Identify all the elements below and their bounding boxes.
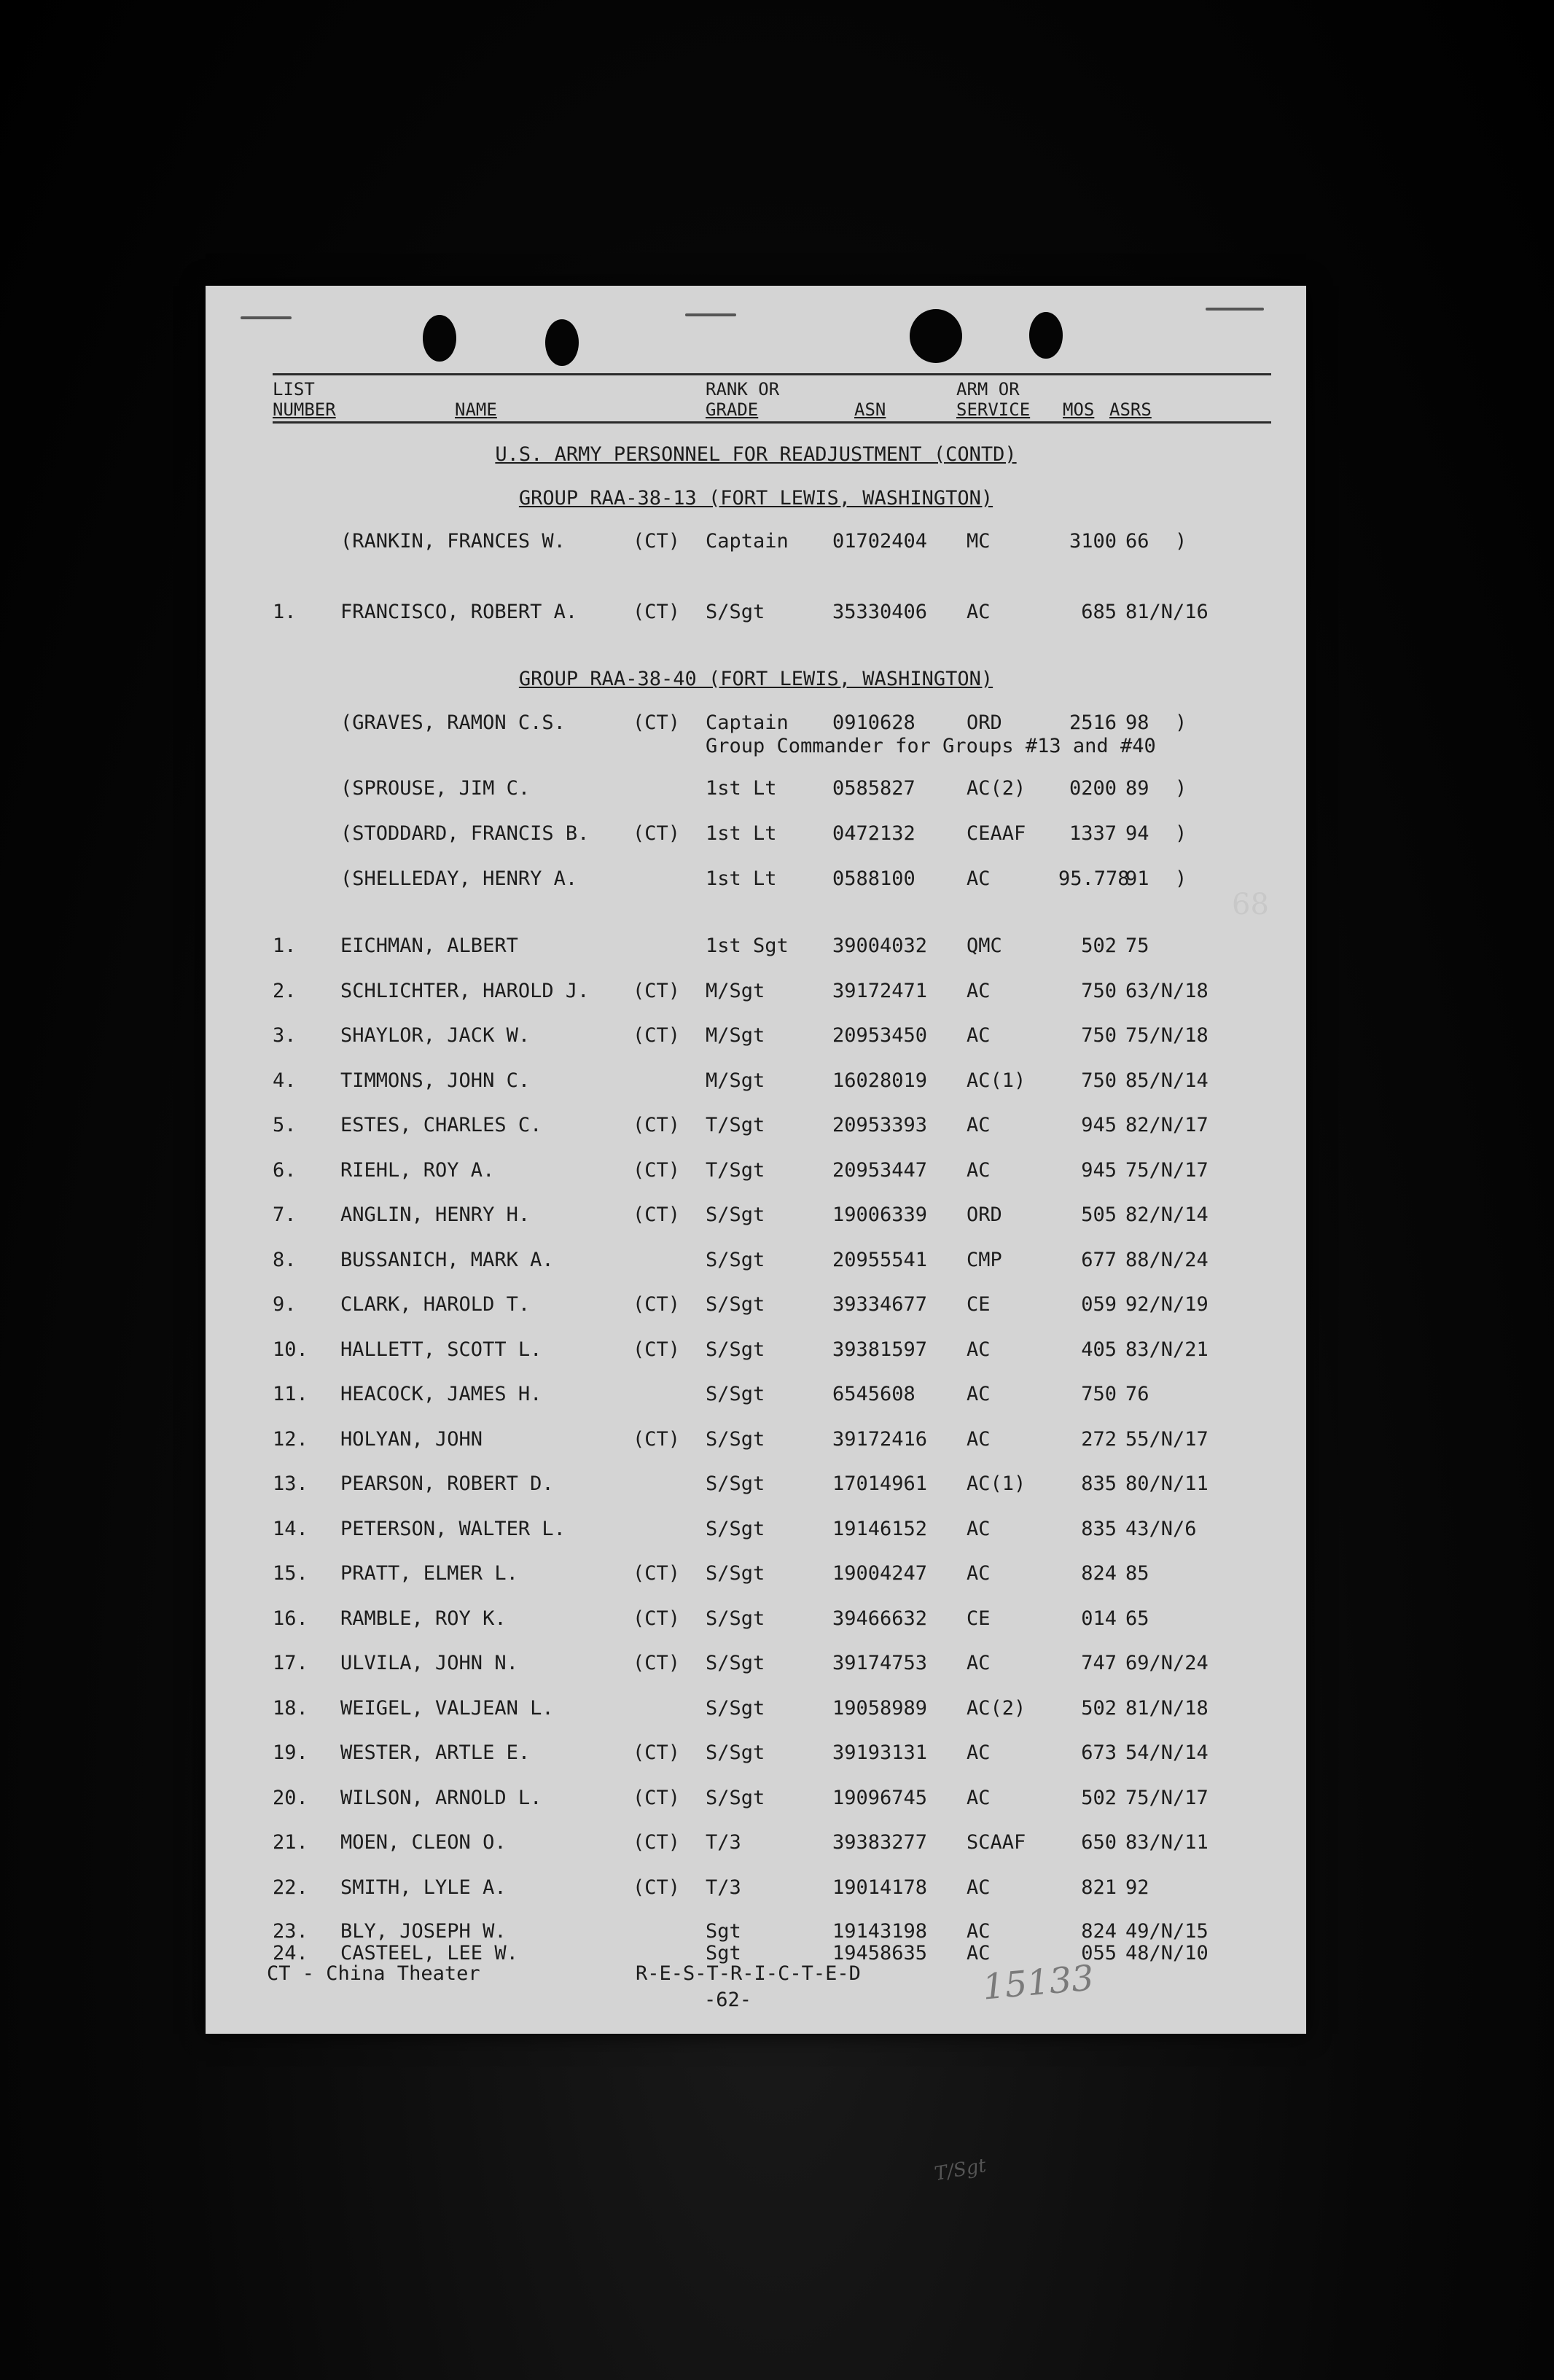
theater-cell: (CT): [633, 1024, 681, 1047]
name-cell: SCHLICHTER, HAROLD J.: [340, 979, 590, 1002]
mos-cell: 835: [1081, 1517, 1117, 1540]
rank-cell: S/Sgt: [706, 1517, 765, 1540]
table-row: [206, 980, 1306, 1006]
number-cell: 15.: [273, 1562, 308, 1585]
theater-cell: (CT): [633, 1562, 681, 1585]
mos-cell: 835: [1081, 1472, 1117, 1495]
mos-cell: 2516: [1069, 711, 1117, 734]
mos-cell: 824: [1081, 1919, 1117, 1943]
asrs-cell: 94: [1125, 822, 1149, 845]
header-mos: MOS: [1063, 399, 1095, 420]
name-cell: CASTEEL, LEE W.: [340, 1941, 518, 1965]
asn-cell: 20953447: [832, 1158, 928, 1182]
rank-cell: 1st Sgt: [706, 935, 789, 957]
officer-row: [206, 777, 1306, 803]
name-cell: SMITH, LYLE A.: [340, 1876, 507, 1899]
rank-cell: Sgt: [706, 1919, 741, 1943]
number-cell: 7.: [273, 1203, 297, 1226]
header-arm: ARM OR: [956, 379, 1020, 399]
bracket: ): [1175, 867, 1187, 890]
table-row: [206, 1203, 1306, 1230]
table-row: [206, 1787, 1306, 1813]
asrs-cell: 82/N/14: [1125, 1203, 1209, 1226]
bracket: ): [1175, 711, 1187, 734]
theater-cell: (CT): [633, 1203, 681, 1226]
name-cell: BUSSANICH, MARK A.: [340, 1248, 554, 1271]
table-row: [206, 1652, 1306, 1678]
number-cell: 18.: [273, 1696, 308, 1720]
asn-cell: 17014961: [832, 1472, 928, 1495]
theater-cell: (CT): [633, 1427, 681, 1451]
staple-mark: [685, 313, 736, 316]
asn-cell: 16028019: [832, 1069, 928, 1092]
arm-cell: AC: [967, 867, 991, 890]
name-cell: WESTER, ARTLE E.: [340, 1741, 531, 1764]
table-row: [206, 1024, 1306, 1050]
theater-cell: (CT): [633, 1607, 681, 1630]
mos-cell: 685: [1081, 601, 1117, 623]
arm-cell: AC: [967, 1876, 991, 1899]
name-cell: PEARSON, ROBERT D.: [340, 1472, 554, 1495]
name-cell: HALLETT, SCOTT L.: [340, 1338, 542, 1361]
rank-cell: S/Sgt: [706, 1383, 765, 1405]
name-cell: WILSON, ARNOLD L.: [340, 1786, 542, 1809]
staple-mark: [1206, 308, 1264, 311]
number-cell: 6.: [273, 1158, 297, 1182]
arm-cell: AC(1): [967, 1069, 1026, 1092]
asn-cell: 39004032: [832, 935, 928, 957]
arm-cell: AC: [967, 1383, 991, 1405]
mos-cell: 945: [1081, 1158, 1117, 1182]
theater-cell: (CT): [633, 1338, 681, 1361]
name-cell: (SPROUSE, JIM C.: [340, 777, 531, 800]
asrs-cell: 49/N/15: [1125, 1919, 1209, 1943]
theater-cell: (CT): [633, 1786, 681, 1809]
rank-cell: 1st Lt: [706, 867, 777, 890]
asrs-cell: 92: [1125, 1876, 1149, 1899]
asn-cell: 39381597: [832, 1338, 928, 1361]
table-row: [206, 1876, 1306, 1903]
header-service: SERVICE: [956, 399, 1031, 420]
theater-cell: (CT): [633, 1741, 681, 1764]
officer-row: [206, 822, 1306, 848]
asrs-cell: 85: [1125, 1562, 1149, 1585]
mos-cell: 95.778: [1058, 867, 1130, 890]
rank-cell: S/Sgt: [706, 1607, 765, 1630]
rank-cell: S/Sgt: [706, 1696, 765, 1720]
theater-cell: (CT): [633, 1876, 681, 1899]
theater-cell: (CT): [633, 1831, 681, 1854]
group-heading: GROUP RAA-38-13 (FORT LEWIS, WASHINGTON): [518, 487, 993, 510]
header-bottom-rule: [273, 421, 1271, 424]
rank-cell: M/Sgt: [706, 1069, 765, 1092]
mos-cell: 0200: [1069, 777, 1117, 800]
rank-cell: S/Sgt: [706, 1741, 765, 1764]
mos-cell: 821: [1081, 1876, 1117, 1899]
mos-cell: 677: [1081, 1248, 1117, 1271]
name-cell: ESTES, CHARLES C.: [340, 1114, 542, 1136]
number-cell: 12.: [273, 1427, 308, 1451]
table-row: [206, 1338, 1306, 1365]
number-cell: 5.: [273, 1114, 297, 1136]
asn-cell: 0585827: [832, 777, 915, 800]
asn-cell: 39466632: [832, 1607, 928, 1630]
document-page: [206, 286, 1306, 2185]
asrs-cell: 75/N/17: [1125, 1158, 1209, 1182]
number-cell: 19.: [273, 1741, 308, 1764]
asn-cell: 35330406: [832, 601, 928, 623]
asrs-cell: 85/N/14: [1125, 1069, 1209, 1092]
page-number: -62-: [704, 1989, 752, 2011]
asn-cell: 20953450: [832, 1024, 928, 1047]
punch-hole: [545, 319, 579, 366]
mos-cell: 055: [1081, 1941, 1117, 1965]
name-cell: ANGLIN, HENRY H.: [340, 1203, 531, 1226]
asrs-cell: 76: [1125, 1383, 1149, 1405]
rank-cell: S/Sgt: [706, 1562, 765, 1585]
mos-cell: 747: [1081, 1652, 1117, 1674]
group-heading: GROUP RAA-38-40 (FORT LEWIS, WASHINGTON): [518, 668, 993, 690]
asrs-cell: 83/N/21: [1125, 1338, 1209, 1361]
arm-cell: AC: [967, 1741, 991, 1764]
mos-cell: 502: [1081, 1696, 1117, 1720]
rank-cell: 1st Lt: [706, 822, 777, 845]
name-cell: ULVILA, JOHN N.: [340, 1652, 518, 1674]
name-cell: SHAYLOR, JACK W.: [340, 1024, 531, 1047]
rank-cell: S/Sgt: [706, 1786, 765, 1809]
asrs-cell: 81/N/18: [1125, 1696, 1209, 1720]
arm-cell: QMC: [967, 935, 1002, 957]
number-cell: 23.: [273, 1919, 308, 1943]
asn-cell: 20953393: [832, 1114, 928, 1136]
classification-mark: R-E-S-T-R-I-C-T-E-D: [636, 1962, 861, 1985]
theater-cell: (CT): [633, 1293, 681, 1316]
number-cell: 10.: [273, 1338, 308, 1361]
arm-cell: CEAAF: [967, 822, 1026, 845]
arm-cell: AC: [967, 1562, 991, 1585]
table-row: [206, 1472, 1306, 1499]
asn-cell: 19143198: [832, 1919, 928, 1943]
table-row: [206, 1697, 1306, 1723]
theater-cell: (CT): [633, 822, 681, 845]
asn-cell: 19458635: [832, 1941, 928, 1965]
number-cell: 21.: [273, 1831, 308, 1854]
number-cell: 24.: [273, 1941, 308, 1965]
name-cell: HEACOCK, JAMES H.: [340, 1383, 542, 1405]
number-cell: 1.: [273, 601, 297, 623]
arm-cell: AC: [967, 601, 991, 623]
margin-page-number: 68: [1232, 888, 1269, 921]
header-list-number: LIST: [273, 379, 315, 399]
asn-cell: 19014178: [832, 1876, 928, 1899]
arm-cell: ORD: [967, 1203, 1002, 1226]
asrs-cell: 54/N/14: [1125, 1741, 1209, 1764]
arm-cell: SCAAF: [967, 1831, 1026, 1854]
asrs-cell: 83/N/11: [1125, 1831, 1209, 1854]
number-cell: 16.: [273, 1607, 308, 1630]
header-rank: RANK OR: [706, 379, 780, 399]
mos-cell: 650: [1081, 1831, 1117, 1854]
mos-cell: 1337: [1069, 822, 1117, 845]
name-cell: (SHELLEDAY, HENRY A.: [340, 867, 578, 890]
table-row: [206, 1741, 1306, 1768]
officer-row: [206, 711, 1306, 738]
table-row: [206, 935, 1306, 961]
arm-cell: MC: [967, 530, 991, 553]
table-row: [206, 1293, 1306, 1319]
number-cell: 4.: [273, 1069, 297, 1092]
asn-cell: 0588100: [832, 867, 915, 890]
asrs-cell: 82/N/17: [1125, 1114, 1209, 1136]
mos-cell: 502: [1081, 935, 1117, 957]
asrs-cell: 92/N/19: [1125, 1293, 1209, 1316]
asrs-cell: 80/N/11: [1125, 1472, 1209, 1495]
mos-cell: 750: [1081, 1024, 1117, 1047]
name-cell: (GRAVES, RAMON C.S.: [340, 711, 566, 734]
name-cell: BLY, JOSEPH W.: [340, 1919, 507, 1943]
asn-cell: 19004247: [832, 1562, 928, 1585]
number-cell: 8.: [273, 1248, 297, 1271]
arm-cell: AC: [967, 1517, 991, 1540]
mos-cell: 3100: [1069, 530, 1117, 553]
name-cell: EICHMAN, ALBERT: [340, 935, 518, 957]
asrs-cell: 65: [1125, 1607, 1149, 1630]
name-cell: HOLYAN, JOHN: [340, 1427, 483, 1451]
arm-cell: AC(1): [967, 1472, 1026, 1495]
arm-cell: CE: [967, 1293, 991, 1316]
arm-cell: AC: [967, 1158, 991, 1182]
asrs-cell: 66: [1125, 530, 1149, 553]
rank-cell: S/Sgt: [706, 1472, 765, 1495]
header-name: NAME: [455, 399, 497, 420]
asrs-cell: 48/N/10: [1125, 1941, 1209, 1965]
table-row: [206, 1069, 1306, 1096]
theater-cell: (CT): [633, 711, 681, 734]
document-title: U.S. ARMY PERSONNEL FOR READJUSTMENT (CONTD): [495, 443, 1017, 466]
rank-cell: M/Sgt: [706, 1024, 765, 1047]
arm-cell: AC: [967, 1919, 991, 1943]
table-row: [206, 1518, 1306, 1544]
number-cell: 1.: [273, 935, 297, 957]
rank-cell: T/Sgt: [706, 1114, 765, 1136]
theater-cell: (CT): [633, 1158, 681, 1182]
asn-cell: 39383277: [832, 1831, 928, 1854]
table-row: [206, 1607, 1306, 1634]
name-cell: TIMMONS, JOHN C.: [340, 1069, 531, 1092]
mos-cell: 945: [1081, 1114, 1117, 1136]
asn-cell: 39334677: [832, 1293, 928, 1316]
rank-cell: T/Sgt: [706, 1158, 765, 1182]
name-cell: PRATT, ELMER L.: [340, 1562, 518, 1585]
pencil-notation: 15133: [980, 1957, 1096, 2008]
name-cell: WEIGEL, VALJEAN L.: [340, 1696, 554, 1720]
rank-cell: Captain: [706, 530, 789, 553]
rank-cell: S/Sgt: [706, 1293, 765, 1316]
asrs-cell: 91: [1125, 867, 1149, 890]
number-cell: 3.: [273, 1024, 297, 1047]
asrs-cell: 89: [1125, 777, 1149, 800]
arm-cell: CE: [967, 1607, 991, 1630]
rank-cell: 1st Lt: [706, 777, 777, 800]
asrs-cell: 75: [1125, 935, 1149, 957]
mos-cell: 750: [1081, 979, 1117, 1002]
header-asn: ASN: [854, 399, 886, 420]
mos-cell: 272: [1081, 1427, 1117, 1451]
table-row: [206, 1249, 1306, 1275]
asn-cell: 19146152: [832, 1517, 928, 1540]
asn-cell: 19006339: [832, 1203, 928, 1226]
handwritten-rank: T/Sgt: [932, 2155, 988, 2185]
theater-cell: (CT): [633, 1652, 681, 1674]
header-number: NUMBER: [273, 399, 336, 420]
rank-cell: T/3: [706, 1876, 741, 1899]
table-row: [206, 1383, 1306, 1409]
table-row: [206, 1114, 1306, 1140]
name-cell: RAMBLE, ROY K.: [340, 1607, 507, 1630]
bracket: ): [1175, 530, 1187, 553]
rank-cell: T/3: [706, 1831, 741, 1854]
asrs-cell: 88/N/24: [1125, 1248, 1209, 1271]
asn-cell: 0910628: [832, 711, 915, 734]
asn-cell: 19096745: [832, 1786, 928, 1809]
mos-cell: 502: [1081, 1786, 1117, 1809]
bracket: ): [1175, 777, 1187, 800]
name-cell: (RANKIN, FRANCES W.: [340, 530, 566, 553]
punch-hole: [910, 309, 962, 363]
arm-cell: AC: [967, 1427, 991, 1451]
mos-cell: 824: [1081, 1562, 1117, 1585]
name-cell: RIEHL, ROY A.: [340, 1158, 495, 1182]
mos-cell: 673: [1081, 1741, 1117, 1764]
commander-note: Group Commander for Groups #13 and #40: [706, 735, 1156, 757]
theater-cell: (CT): [633, 979, 681, 1002]
rank-cell: S/Sgt: [706, 1652, 765, 1674]
table-row: [206, 1562, 1306, 1588]
header-asrs: ASRS: [1109, 399, 1152, 420]
asrs-cell: 55/N/17: [1125, 1427, 1209, 1451]
asrs-cell: 81/N/16: [1125, 601, 1209, 623]
arm-cell: AC: [967, 1652, 991, 1674]
number-cell: 14.: [273, 1517, 308, 1540]
asrs-cell: 43/N/6: [1125, 1517, 1197, 1540]
asrs-cell: 63/N/18: [1125, 979, 1209, 1002]
table-row: [206, 1159, 1306, 1185]
number-cell: 17.: [273, 1652, 308, 1674]
asrs-cell: 98: [1125, 711, 1149, 734]
number-cell: 11.: [273, 1383, 308, 1405]
name-cell: FRANCISCO, ROBERT A.: [340, 601, 578, 623]
arm-cell: AC: [967, 1024, 991, 1047]
name-cell: MOEN, CLEON O.: [340, 1831, 507, 1854]
asrs-cell: 69/N/24: [1125, 1652, 1209, 1674]
staple-mark: [241, 316, 292, 319]
rank-cell: S/Sgt: [706, 1427, 765, 1451]
arm-cell: AC(2): [967, 1696, 1026, 1720]
number-cell: 20.: [273, 1786, 308, 1809]
punch-hole: [423, 315, 456, 362]
name-cell: PETERSON, WALTER L.: [340, 1517, 566, 1540]
mos-cell: 405: [1081, 1338, 1117, 1361]
theater-cell: (CT): [633, 530, 681, 553]
arm-cell: AC: [967, 1786, 991, 1809]
mos-cell: 505: [1081, 1203, 1117, 1226]
officer-row: [206, 867, 1306, 894]
rank-cell: M/Sgt: [706, 979, 765, 1002]
asn-cell: 20955541: [832, 1248, 928, 1271]
asn-cell: 39174753: [832, 1652, 928, 1674]
arm-cell: AC: [967, 1941, 991, 1965]
asn-cell: 39172471: [832, 979, 928, 1002]
arm-cell: AC(2): [967, 777, 1026, 800]
mos-cell: 014: [1081, 1607, 1117, 1630]
arm-cell: AC: [967, 1114, 991, 1136]
table-row: [206, 601, 1306, 627]
arm-cell: AC: [967, 979, 991, 1002]
table-row: [206, 1428, 1306, 1454]
bracket: ): [1175, 822, 1187, 845]
asn-cell: 01702404: [832, 530, 928, 553]
asn-cell: 0472132: [832, 822, 915, 845]
header-top-rule: [273, 373, 1271, 375]
rank-cell: S/Sgt: [706, 1248, 765, 1271]
asn-cell: 19058989: [832, 1696, 928, 1720]
asn-cell: 39193131: [832, 1741, 928, 1764]
mos-cell: 059: [1081, 1293, 1117, 1316]
mos-cell: 750: [1081, 1069, 1117, 1092]
rank-cell: Captain: [706, 711, 789, 734]
number-cell: 22.: [273, 1876, 308, 1899]
number-cell: 9.: [273, 1293, 297, 1316]
rank-cell: S/Sgt: [706, 601, 765, 623]
header-grade: GRADE: [706, 399, 759, 420]
arm-cell: AC: [967, 1338, 991, 1361]
name-cell: (STODDARD, FRANCIS B.: [340, 822, 590, 845]
officer-row: [206, 530, 1306, 556]
arm-cell: ORD: [967, 711, 1002, 734]
asrs-cell: 75/N/17: [1125, 1786, 1209, 1809]
number-cell: 13.: [273, 1472, 308, 1495]
rank-cell: S/Sgt: [706, 1203, 765, 1226]
rank-cell: Sgt: [706, 1941, 741, 1965]
mos-cell: 750: [1081, 1383, 1117, 1405]
arm-cell: CMP: [967, 1248, 1002, 1271]
theater-cell: (CT): [633, 1114, 681, 1136]
punch-hole: [1029, 312, 1063, 359]
asrs-cell: 75/N/18: [1125, 1024, 1209, 1047]
asn-cell: 6545608: [832, 1383, 915, 1405]
number-cell: 2.: [273, 979, 297, 1002]
table-row: [206, 1831, 1306, 1857]
name-cell: CLARK, HAROLD T.: [340, 1293, 531, 1316]
rank-cell: S/Sgt: [706, 1338, 765, 1361]
asn-cell: 39172416: [832, 1427, 928, 1451]
footer-legend: CT - China Theater: [267, 1962, 480, 1985]
theater-cell: (CT): [633, 601, 681, 623]
